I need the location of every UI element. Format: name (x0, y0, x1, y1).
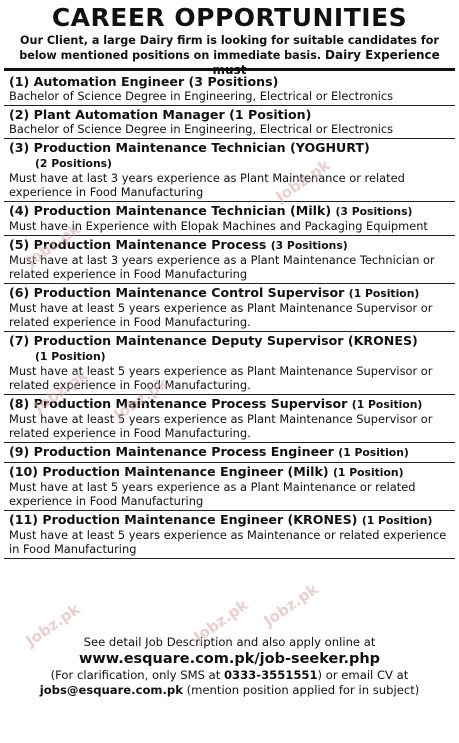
job-description: Must have at last 3 years experience as a Plant Maintenance Technician or related experience in Food Manufacturing (9, 253, 435, 281)
job-entry-10 (4, 463, 455, 511)
job-entry-2 (4, 106, 455, 139)
job-positions: (1 Position) (351, 398, 423, 411)
job-title-text: (5) Production Maintenance Process (9, 237, 267, 252)
job-positions: (1 Position) (35, 350, 106, 363)
job-description: Must have at least 5 years experience as Plant Maintenance Supervisor or related experience in Food Manufacturing. (9, 412, 433, 440)
job-title (9, 237, 452, 253)
email-link[interactable]: jobs@esquare.com.pk (39, 683, 183, 697)
job-title-text: (10) Production Maintenance Engineer (Milk) (9, 464, 329, 479)
intro-highlight: Dairy Experience (325, 48, 440, 62)
job-positions: (1 Position) (338, 446, 409, 459)
job-description: Must have at least 5 years experience as Plant Maintenance Supervisor or related experience in Food Manufacturing. (9, 364, 433, 392)
job-entry-5 (4, 236, 455, 284)
job-entry-9 (4, 443, 455, 463)
job-title (9, 444, 452, 460)
watermark-logo: Jobz.pk (190, 595, 252, 647)
job-title (9, 464, 452, 480)
job-description: Must have at least 5 years experience as Plant Maintenance Supervisor or related experience in Food Manufacturing. (9, 301, 433, 329)
job-title (9, 333, 452, 348)
job-description: Must have at least 5 years experience as Maintenance or related experience in Food Manufacturing (9, 528, 447, 556)
job-title-text: (2) Plant Automation Manager (1 Position) (9, 107, 312, 122)
footer (4, 635, 455, 698)
job-description: Must have at last 3 years experience as Plant Maintenance or related experience in Food Manufacturing (9, 171, 405, 199)
job-positions-line (9, 348, 452, 364)
job-title-text: (8) Production Maintenance Process Supervisor (9, 396, 348, 411)
page-title: CAREER OPPORTUNITIES (51, 2, 408, 32)
top-divider (4, 68, 455, 71)
job-positions: (3 Positions) (270, 239, 348, 252)
job-list (4, 73, 455, 559)
job-title (9, 512, 452, 528)
job-title-text: (3) Production Maintenance Technician (YOGHURT) (9, 140, 370, 155)
job-positions: (1 Position) (332, 466, 404, 479)
sms-prefix: (For clarification, only SMS at (50, 668, 221, 682)
watermark-logo: Jobz.pk (260, 579, 322, 631)
job-title-text: (1) Automation Engineer (3 Positions) (9, 74, 279, 89)
intro-text: Our Client, a large Dairy firm is looking for suitable candidates for below mentioned positions on immediate basis. (19, 34, 439, 62)
footer-apply-text: See detail Job Description and also apply online at (83, 635, 376, 649)
job-positions-line (9, 155, 452, 171)
job-title-text: (7) Production Maintenance Deputy Supervisor (KRONES) (9, 333, 418, 348)
job-entry-1 (4, 73, 455, 106)
phone-number[interactable]: 0333-3551551 (223, 668, 318, 682)
footer-contact-line (4, 668, 455, 683)
job-entry-4 (4, 202, 455, 236)
job-title-text: (4) Production Maintenance Technician (Milk) (9, 203, 332, 218)
job-entry-3 (4, 139, 455, 202)
job-title-text: (9) Production Maintenance Process Engineer (9, 444, 334, 459)
job-title (9, 203, 452, 219)
job-title (9, 107, 452, 122)
job-title (9, 74, 452, 89)
job-positions: (1 Position) (348, 287, 420, 300)
job-entry-7 (4, 332, 455, 395)
job-entry-11 (4, 511, 455, 559)
watermark-logo: Jobz.pk (30, 365, 92, 417)
watermark-logo: Jobz.pk (22, 599, 84, 651)
job-positions: (2 Positions) (35, 157, 112, 170)
email-prefix: ) or email CV at (317, 668, 409, 682)
job-title-text: (11) Production Maintenance Engineer (KRONES) (9, 512, 358, 527)
watermark-logo: Jobz.pk (272, 155, 334, 207)
footer-email-line (4, 683, 455, 698)
job-title-text: (6) Production Maintenance Control Supervisor (9, 285, 345, 300)
job-entry-8 (4, 395, 455, 443)
website-link[interactable]: www.esquare.com.pk/job-seeker.php (78, 651, 381, 667)
job-description: Must have in Experience with Elopak Machines and Packaging Equipment (9, 219, 428, 233)
job-positions: (3 Positions) (335, 205, 413, 218)
job-entry-6 (4, 284, 455, 332)
job-description: Bachelor of Science Degree in Engineering, Electrical or Electronics (9, 122, 394, 136)
job-title (9, 285, 452, 301)
job-title (9, 396, 452, 412)
job-description: Must have at last 5 years experience as a Plant Maintenance or related experience in Food Manufacturing (9, 480, 416, 508)
job-description: Bachelor of Science Degree in Engineering, Electrical or Electronics (9, 89, 394, 103)
job-positions: (1 Position) (361, 514, 433, 527)
watermark-logo: Jobz.pk (110, 373, 172, 425)
intro-paragraph (4, 34, 455, 78)
watermark-logo: Jobz.pk (22, 219, 84, 271)
job-title (9, 140, 452, 155)
email-note: (mention position applied for in subject) (186, 683, 420, 697)
